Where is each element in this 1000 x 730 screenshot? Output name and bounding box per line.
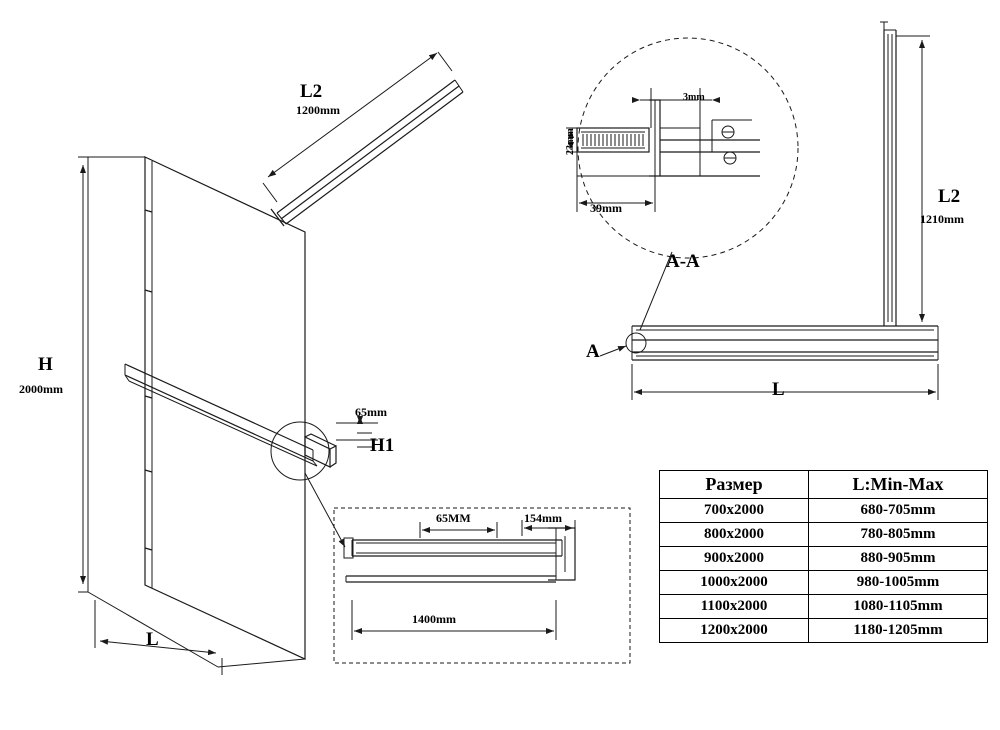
right-elevation bbox=[600, 22, 938, 400]
cell-range: 1180-1205mm bbox=[809, 619, 988, 643]
label-L2-right-value: 1210mm bbox=[920, 212, 964, 226]
bottom-detail-content bbox=[344, 520, 575, 640]
section-aa-content bbox=[566, 88, 760, 212]
label-L2-top-value: 1200mm bbox=[296, 103, 340, 117]
label-1400mm: 1400mm bbox=[412, 612, 456, 626]
cell-size: 700x2000 bbox=[660, 499, 809, 523]
label-L-right: L bbox=[772, 379, 785, 400]
cell-size: 800x2000 bbox=[660, 523, 809, 547]
cell-size: 1200x2000 bbox=[660, 619, 809, 643]
table-header-row bbox=[660, 471, 988, 499]
table-row bbox=[660, 571, 988, 595]
cell-range: 980-1005mm bbox=[809, 571, 988, 595]
wall-profile bbox=[145, 157, 152, 588]
label-detail-A: A bbox=[586, 341, 600, 362]
label-23mm: 23mm bbox=[565, 128, 576, 155]
dim-H bbox=[78, 157, 88, 592]
label-L2-right: L2 bbox=[938, 186, 961, 207]
cell-size: 1100x2000 bbox=[660, 595, 809, 619]
bottom-detail-box bbox=[334, 508, 630, 663]
table-header-size: Размер bbox=[660, 471, 809, 499]
table-row bbox=[660, 547, 988, 571]
table-header-range: L:Min-Max bbox=[809, 471, 988, 499]
label-L2-top: L2 bbox=[300, 81, 323, 102]
cell-range: 780-805mm bbox=[809, 523, 988, 547]
cell-range: 880-905mm bbox=[809, 547, 988, 571]
label-section-AA: A-A bbox=[666, 251, 700, 272]
label-H: H bbox=[38, 354, 53, 375]
label-65MM: 65MM bbox=[436, 511, 471, 525]
label-39mm: 39mm bbox=[590, 201, 622, 215]
table-row bbox=[660, 523, 988, 547]
label-154mm: 154mm bbox=[524, 511, 562, 525]
cell-range: 1080-1105mm bbox=[809, 595, 988, 619]
cell-size: 1000x2000 bbox=[660, 571, 809, 595]
table-row bbox=[660, 595, 988, 619]
cell-size: 900x2000 bbox=[660, 547, 809, 571]
label-H1-value: 65mm bbox=[355, 405, 387, 419]
cell-range: 680-705mm bbox=[809, 499, 988, 523]
label-H-value: 2000mm bbox=[19, 382, 63, 396]
towel-rail bbox=[125, 364, 336, 467]
size-spec-table bbox=[659, 470, 988, 643]
table-row bbox=[660, 499, 988, 523]
glass-panel bbox=[145, 157, 305, 659]
table-row bbox=[660, 619, 988, 643]
profile-fixings bbox=[145, 210, 152, 550]
label-H1: H1 bbox=[370, 435, 395, 456]
label-L-bottom: L bbox=[146, 629, 159, 650]
label-3mm: 3mm bbox=[683, 92, 705, 103]
dim-L2-top bbox=[263, 52, 452, 202]
